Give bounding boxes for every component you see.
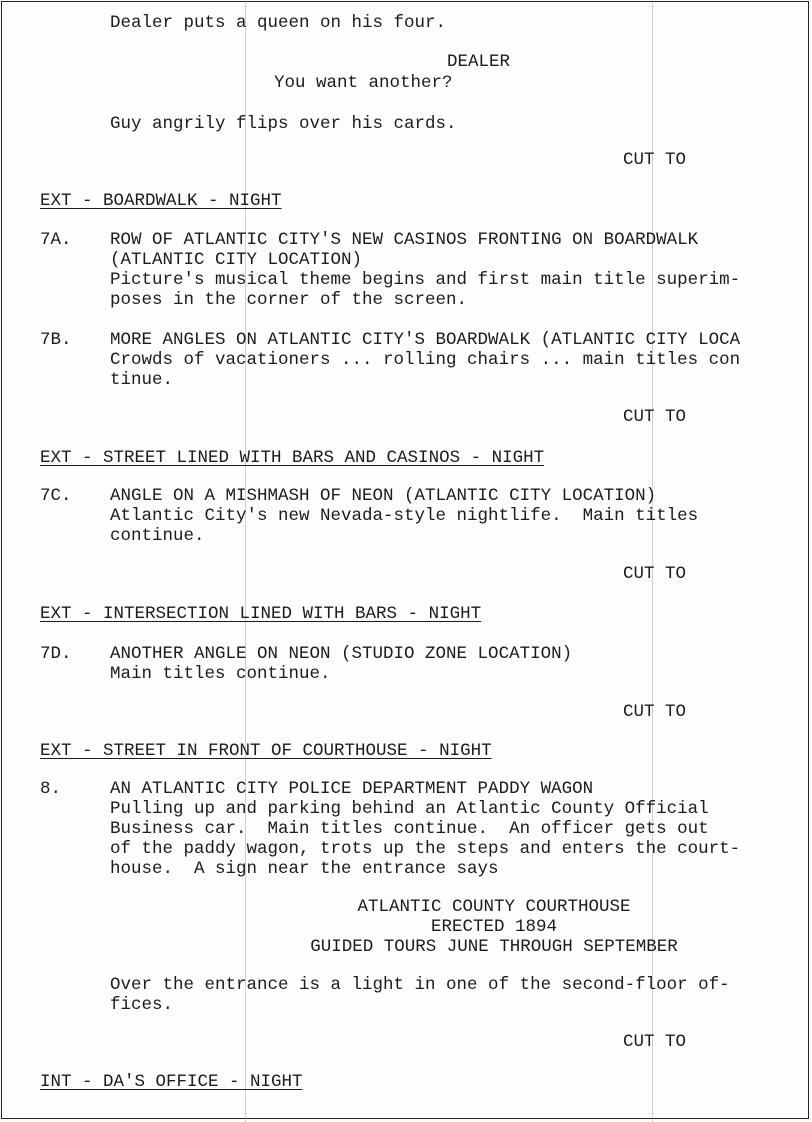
scene-heading-boardwalk: EXT - BOARDWALK - NIGHT <box>40 191 282 211</box>
action-guy-flips: Guy angrily flips over his cards. <box>110 114 457 134</box>
transition-cut-to: CUT TO <box>623 150 687 170</box>
dialogue-character: DEALER <box>447 52 511 72</box>
shot-number-7c: 7C. <box>40 486 72 506</box>
action-dealer-queen: Dealer puts a queen on his four. <box>110 13 447 33</box>
dialogue-line: You want another? <box>274 73 453 93</box>
transition-cut-to: CUT TO <box>623 1032 687 1052</box>
shot-number-7a: 7A. <box>40 230 72 250</box>
shot-7a-line: (ATLANTIC CITY LOCATION) <box>110 250 363 270</box>
shot-number-8: 8. <box>40 779 62 799</box>
shot-number-7d: 7D. <box>40 644 72 664</box>
shot-8-line: Business car. Main titles continue. An officer gets out <box>110 819 709 839</box>
transition-cut-to: CUT TO <box>623 564 687 584</box>
shot-7c-line: continue. <box>110 526 205 546</box>
shot-8-line: of the paddy wagon, trots up the steps and enters the court- <box>110 839 741 859</box>
shot-8-line: AN ATLANTIC CITY POLICE DEPARTMENT PADDY WAGON <box>110 779 594 799</box>
sign-line: GUIDED TOURS JUNE THROUGH SEPTEMBER <box>310 937 678 957</box>
action-light-line: Over the entrance is a light in one of the second-floor of- <box>110 975 730 995</box>
scene-heading-da-office: INT - DA'S OFFICE - NIGHT <box>40 1072 303 1092</box>
scene-heading-street-bars: EXT - STREET LINED WITH BARS AND CASINOS - NIGHT <box>40 448 545 468</box>
shot-7c-line: ANGLE ON A MISHMASH OF NEON (ATLANTIC CITY LOCATION) <box>110 486 657 506</box>
sign-line: ATLANTIC COUNTY COURTHOUSE <box>357 897 631 917</box>
shot-8-line: house. A sign near the entrance says <box>110 859 499 879</box>
shot-number-7b: 7B. <box>40 330 72 350</box>
shot-7b-line: MORE ANGLES ON ATLANTIC CITY'S BOARDWALK (ATLANTIC CITY LOCA <box>110 330 741 350</box>
shot-7c-line: Atlantic City's new Nevada-style nightlife. Main titles <box>110 506 699 526</box>
transition-cut-to: CUT TO <box>623 702 687 722</box>
shot-7a-line: poses in the corner of the screen. <box>110 290 468 310</box>
scene-heading-courthouse: EXT - STREET IN FRONT OF COURTHOUSE - NIGHT <box>40 741 492 761</box>
scene-heading-intersection: EXT - INTERSECTION LINED WITH BARS - NIGHT <box>40 604 482 624</box>
shot-8-line: Pulling up and parking behind an Atlantic County Official <box>110 799 709 819</box>
shot-7b-line: Crowds of vacationers ... rolling chairs ... main titles con <box>110 350 741 370</box>
shot-7a-line: ROW OF ATLANTIC CITY'S NEW CASINOS FRONTING ON BOARDWALK <box>110 230 699 250</box>
shot-7b-line: tinue. <box>110 370 174 390</box>
sign-line: ERECTED 1894 <box>430 917 558 937</box>
transition-cut-to: CUT TO <box>623 407 687 427</box>
action-light-line: fices. <box>110 995 174 1015</box>
shot-7a-line: Picture's musical theme begins and first main title superim- <box>110 270 741 290</box>
shot-7d-line: ANOTHER ANGLE ON NEON (STUDIO ZONE LOCATION) <box>110 644 573 664</box>
shot-7d-line: Main titles continue. <box>110 664 331 684</box>
